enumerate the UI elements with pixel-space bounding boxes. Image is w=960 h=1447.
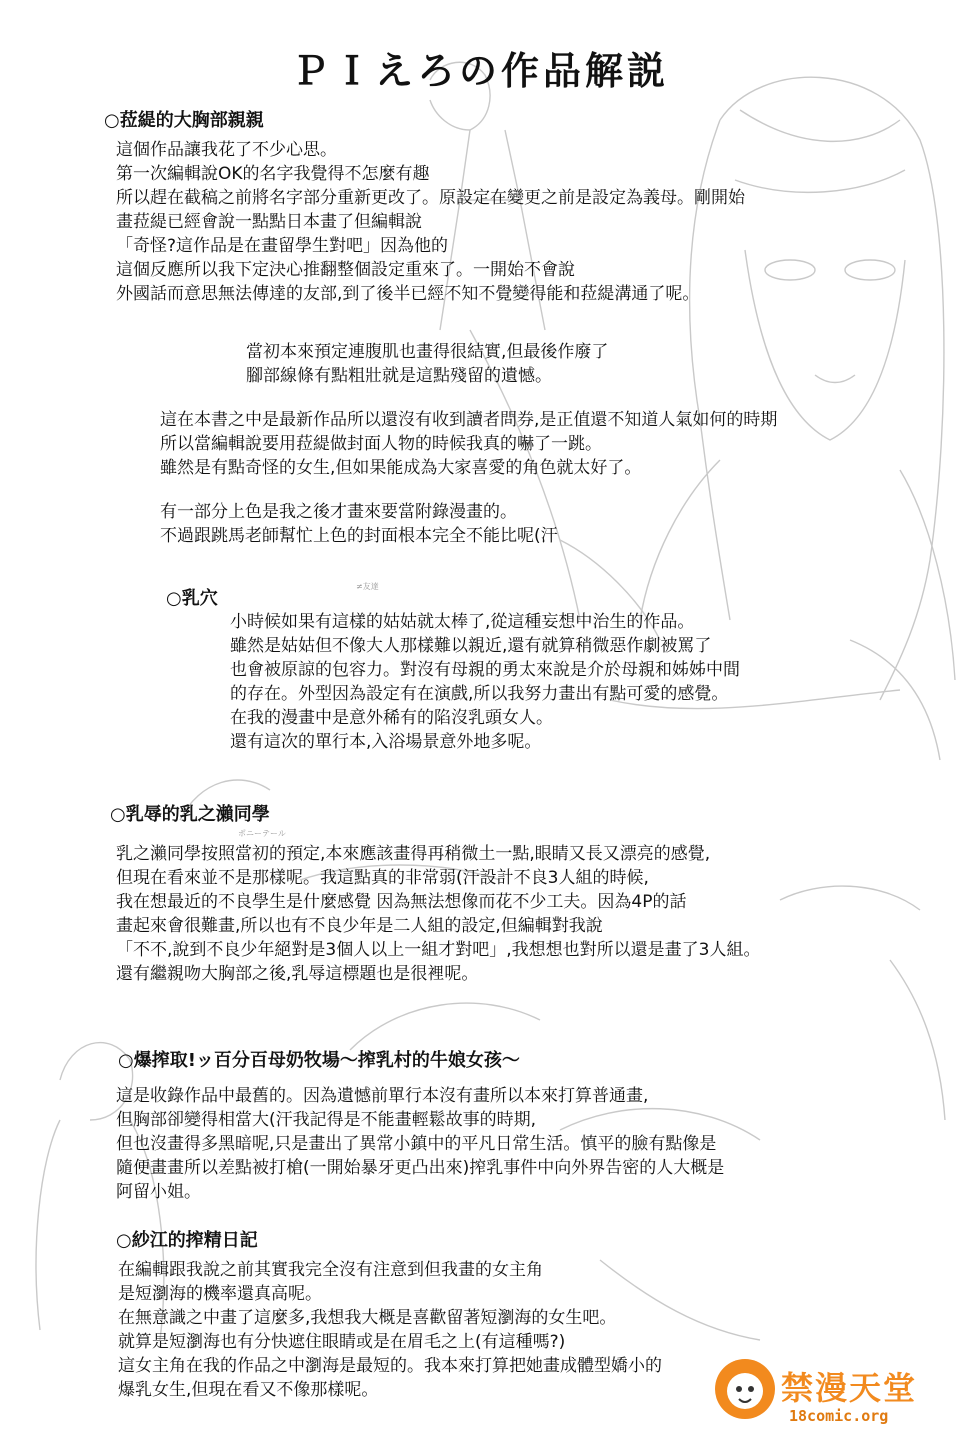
- text-line: 隨便畫畫所以差點被打槍(一開始暴牙更凸出來)搾乳事件中向外界告密的人大概是: [116, 1158, 725, 1178]
- mascot-icon: [715, 1359, 775, 1419]
- text-line: 但現在看來並不是那樣呢。我這點真的非常弱(汗設計不良3人組的時候,: [116, 868, 649, 888]
- text-line: 但也沒畫得多黑暗呢,只是畫出了異常小鎮中的平凡日常生活。慎平的臉有點像是: [116, 1134, 717, 1154]
- sketch-label-ponytail: ポニーテール: [238, 829, 286, 838]
- text-line: 有一部分上色是我之後才畫來要當附錄漫畫的。: [160, 502, 517, 522]
- text-line: 「奇怪?這作品是在畫留學生對吧」因為他的: [116, 236, 449, 256]
- text-line: 在我的漫畫中是意外稀有的陷沒乳頭女人。: [230, 708, 553, 728]
- text-line: 乳之瀨同學按照當初的預定,本來應該畫得再稍微土一點,眼睛又長又漂亮的感覺,: [116, 844, 711, 864]
- text-line: 畫起來會很難畫,所以也有不良少年是二人組的設定,但編輯對我說: [116, 916, 603, 936]
- page-title: ＰＩえろの作品解説: [290, 49, 669, 93]
- text-line: 還有繼親吻大胸部之後,乳辱這標題也是很裡呢。: [116, 964, 479, 984]
- text-line: 是短瀏海的機率還真高呢。: [118, 1284, 322, 1304]
- text-line: 我在想最近的不良學生是什麼感覺 因為無法想像而花不少工夫。因為4P的話: [116, 892, 687, 912]
- text-line: 當初本來預定連腹肌也畫得很結實,但最後作廢了: [246, 342, 609, 362]
- text-line: 在無意識之中畫了這麼多,我想我大概是喜歡留著短瀏海的女生吧。: [118, 1308, 617, 1328]
- paragraph-2-1: [230, 610, 740, 754]
- text-line: 這女主角在我的作品之中瀏海是最短的。我本來打算把她畫成體型嬌小的: [118, 1356, 662, 1376]
- text-line: 小時候如果有這樣的姑姑就太棒了,從這種妄想中治生的作品。: [230, 612, 695, 632]
- watermark-text: 禁漫天堂: [781, 1369, 918, 1407]
- text-line: 雖然是有點奇怪的女生,但如果能成為大家喜愛的角色就太好了。: [160, 458, 642, 478]
- text-line: 所以趕在截稿之前將名字部分重新更改了。原設定在變更之前是設定為義母。剛開始: [116, 188, 745, 208]
- watermark-logo: [715, 1355, 920, 1437]
- text-line: 也會被原諒的包容力。對沒有母親的勇太來說是介於母親和姊姊中間: [230, 660, 740, 680]
- text-line: 腳部線條有點粗壯就是這點殘留的遺憾。: [246, 366, 552, 386]
- paragraph-1-4: [160, 500, 558, 548]
- text-line: 這在本書之中是最新作品所以還沒有收到讀者問券,是正值還不知道人氣如何的時期: [160, 410, 778, 430]
- text-line: 在編輯跟我說之前其實我完全沒有注意到但我畫的女主角: [118, 1260, 543, 1280]
- paragraph-5-1: [118, 1258, 662, 1402]
- paragraph-1-3: [160, 408, 777, 480]
- text-line: 不過跟跳馬老師幫忙上色的封面根本完全不能比呢(汗: [160, 526, 558, 546]
- text-line: 外國話而意思無法傳達的友部,到了後半已經不知不覺變得能和菈緹溝通了呢。: [116, 284, 700, 304]
- section-heading-5: ○紗江的搾精日記: [116, 1230, 258, 1251]
- text-line: 還有這次的單行本,入浴場景意外地多呢。: [230, 732, 542, 752]
- text-line: 畫菈緹已經會說一點點日本畫了但編輯說: [116, 212, 422, 232]
- paragraph-1-2: [246, 340, 608, 388]
- text-line: 第一次編輯說OK的名字我覺得不怎麼有趣: [116, 164, 430, 184]
- text-line: 雖然是姑姑但不像大人那樣難以親近,還有就算稍微惡作劇被罵了: [230, 636, 712, 656]
- text-line: 所以當編輯說要用菈緹做封面人物的時候我真的嚇了一跳。: [160, 434, 602, 454]
- watermark-url: 18comic.org: [789, 1407, 889, 1425]
- text-line: 就算是短瀏海也有分快遮住眼睛或是在眉毛之上(有這種嗎?): [118, 1332, 566, 1352]
- sketch-label-friend: ≠友達: [356, 582, 379, 591]
- text-line: 這個反應所以我下定決心推翻整個設定重來了。一開始不會說: [116, 260, 575, 280]
- text-line: 這個作品讓我花了不少心思。: [116, 140, 337, 160]
- paragraph-3-1: [116, 842, 760, 986]
- text-line: 的存在。外型因為設定有在演戲,所以我努力畫出有點可愛的感覺。: [230, 684, 729, 704]
- paragraph-1-1: [116, 138, 745, 306]
- section-heading-2: ○乳穴: [166, 588, 218, 609]
- section-heading-4: ○爆搾取!ッ百分百母奶牧場～搾乳村的牛娘女孩～: [118, 1050, 520, 1071]
- text-line: 阿留小姐。: [116, 1182, 201, 1202]
- section-heading-3: ○乳辱的乳之瀨同學: [110, 804, 270, 825]
- paragraph-4-1: [116, 1084, 724, 1204]
- text-line: 但胸部卻變得相當大(汗我記得是不能畫輕鬆故事的時期,: [116, 1110, 537, 1130]
- text-line: 這是收錄作品中最舊的。因為遺憾前單行本沒有畫所以本來打算普通畫,: [116, 1086, 649, 1106]
- text-line: 爆乳女生,但現在看又不像那樣呢。: [118, 1380, 379, 1400]
- section-heading-1: ○菈緹的大胸部親親: [104, 110, 264, 131]
- text-line: 「不不,說到不良少年絕對是3個人以上一組才對吧」,我想想也對所以還是畫了3人組。: [116, 940, 761, 960]
